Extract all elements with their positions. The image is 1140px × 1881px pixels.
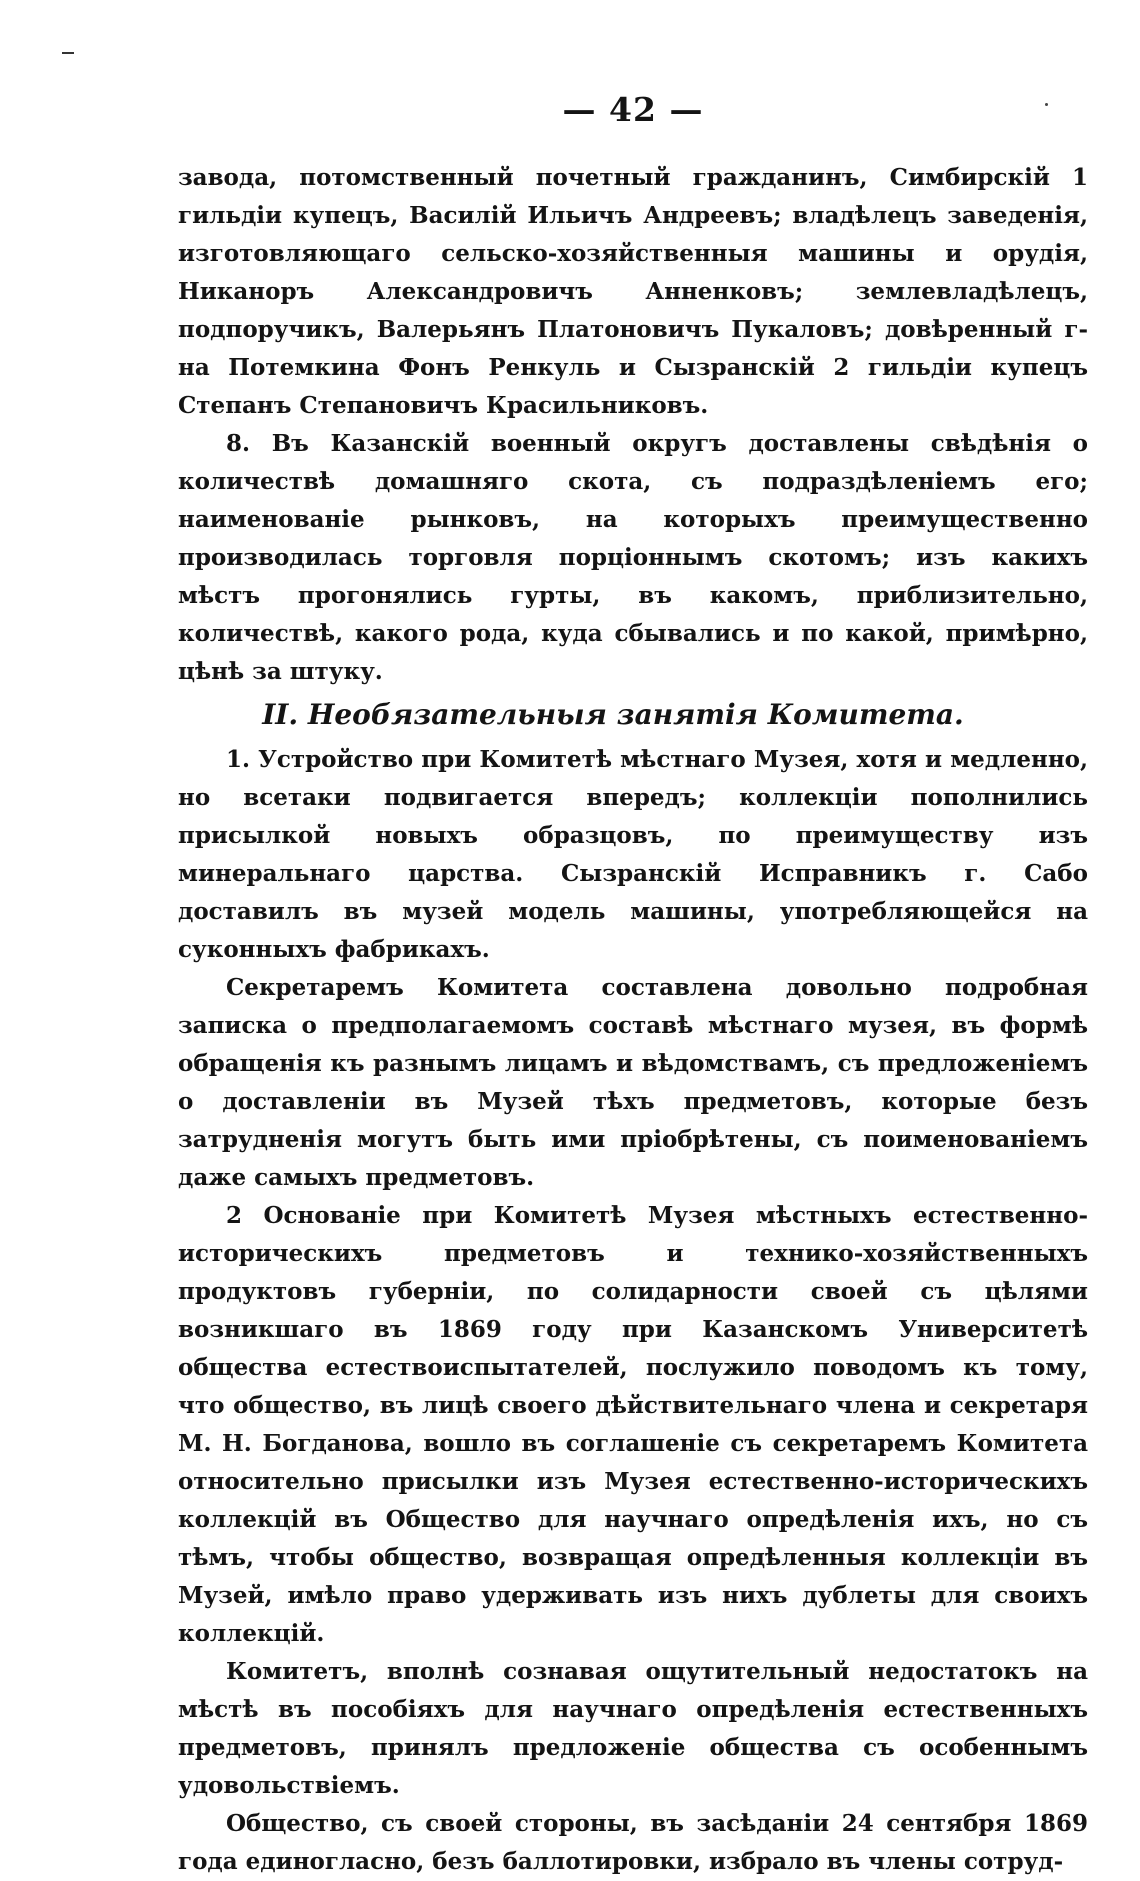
- section-heading: II. Необязательныя занятія Комитета.: [262, 698, 964, 731]
- page-number: — 42 —: [562, 90, 704, 129]
- paragraph-society: Общество, съ своей стороны, въ засѣданіи 24 сентября 1869 года единогласно, безъ баллотировки, избрало въ члены сотруд-: [178, 1810, 1088, 1875]
- paragraph-item-8: 8. Въ Казанскій военный округъ доставлены свѣдѣнія о количествѣ домашняго скота, съ подраздѣленіемъ его; наименованіе рынковъ, на которыхъ преимущественно производилась торговля порціоннымъ скотомъ; изъ какихъ мѣстъ прогонялись гурты, въ какомъ, приблизительно, количествѣ, какого рода, куда сбывались и по какой, примѣрно, цѣнѣ за штуку.: [178, 430, 1088, 685]
- page-body: [178, 90, 1088, 1881]
- paragraph-item-1: 1. Устройство при Комитетѣ мѣстнаго Музея, хотя и медленно, но всетаки подвигается впередъ; коллекціи пополнились присылкой новыхъ образцовъ, по преимуществу изъ минеральнаго царства. Сызранскій Исправникъ г. Сабо доставилъ въ музей модель машины, употребляющейся на суконныхъ фабрикахъ.: [178, 746, 1088, 963]
- paragraph-committee: Комитетъ, вполнѣ сознавая ощутительный недостатокъ на мѣстѣ въ пособіяхъ для научнаго опредѣленія естественныхъ предметовъ, принялъ предложеніе общества съ особеннымъ удовольствіемъ.: [178, 1658, 1088, 1799]
- paragraph-continuation: завода, потомственный почетный гражданинъ, Симбирскій 1 гильдіи купецъ, Василій Ильичъ Андреевъ; владѣлецъ заведенія, изготовляющаго сельско-хозяйственныя машины и орудія, Никаноръ Александровичъ Анненковъ; землевладѣлецъ, подпоручикъ, Валерьянъ Платоновичъ Пукаловъ; довѣренный г-на Потемкина Фонъ Ренкуль и Сызранскій 2 гильдіи купецъ Степанъ Степановичъ Красильниковъ.: [178, 164, 1088, 419]
- paragraph-secretary-note: Секретаремъ Комитета составлена довольно подробная записка о предполагаемомъ составѣ мѣстнаго музея, въ формѣ обращенія къ разнымъ лицамъ и вѣдомствамъ, съ предложеніемъ о доставленіи въ Музей тѣхъ предметовъ, которые безъ затрудненія могутъ быть ими пріобрѣтены, съ поименованіемъ даже самыхъ предметовъ.: [178, 974, 1088, 1191]
- paragraph-item-2: 2 Основаніе при Комитетѣ Музея мѣстныхъ естественно-историческихъ предметовъ и технико-хозяйственныхъ продуктовъ губерніи, по солидарности своей съ цѣлями возникшаго въ 1869 году при Казанскомъ Университетѣ общества естествоиспытателей, послужило поводомъ къ тому, что общество, въ лицѣ своего дѣйствительнаго члена и секретаря М. Н. Богданова, вошло въ соглашеніе съ секретаремъ Комитета относительно присылки изъ Музея естественно-историческихъ коллекцій въ Общество для научнаго опредѣленія ихъ, но съ тѣмъ, чтобы общество, возвращая опредѣленныя коллекціи въ Музей, имѣло право удерживать изъ нихъ дублеты для своихъ коллекцій.: [178, 1202, 1088, 1647]
- scan-mark: [62, 52, 74, 54]
